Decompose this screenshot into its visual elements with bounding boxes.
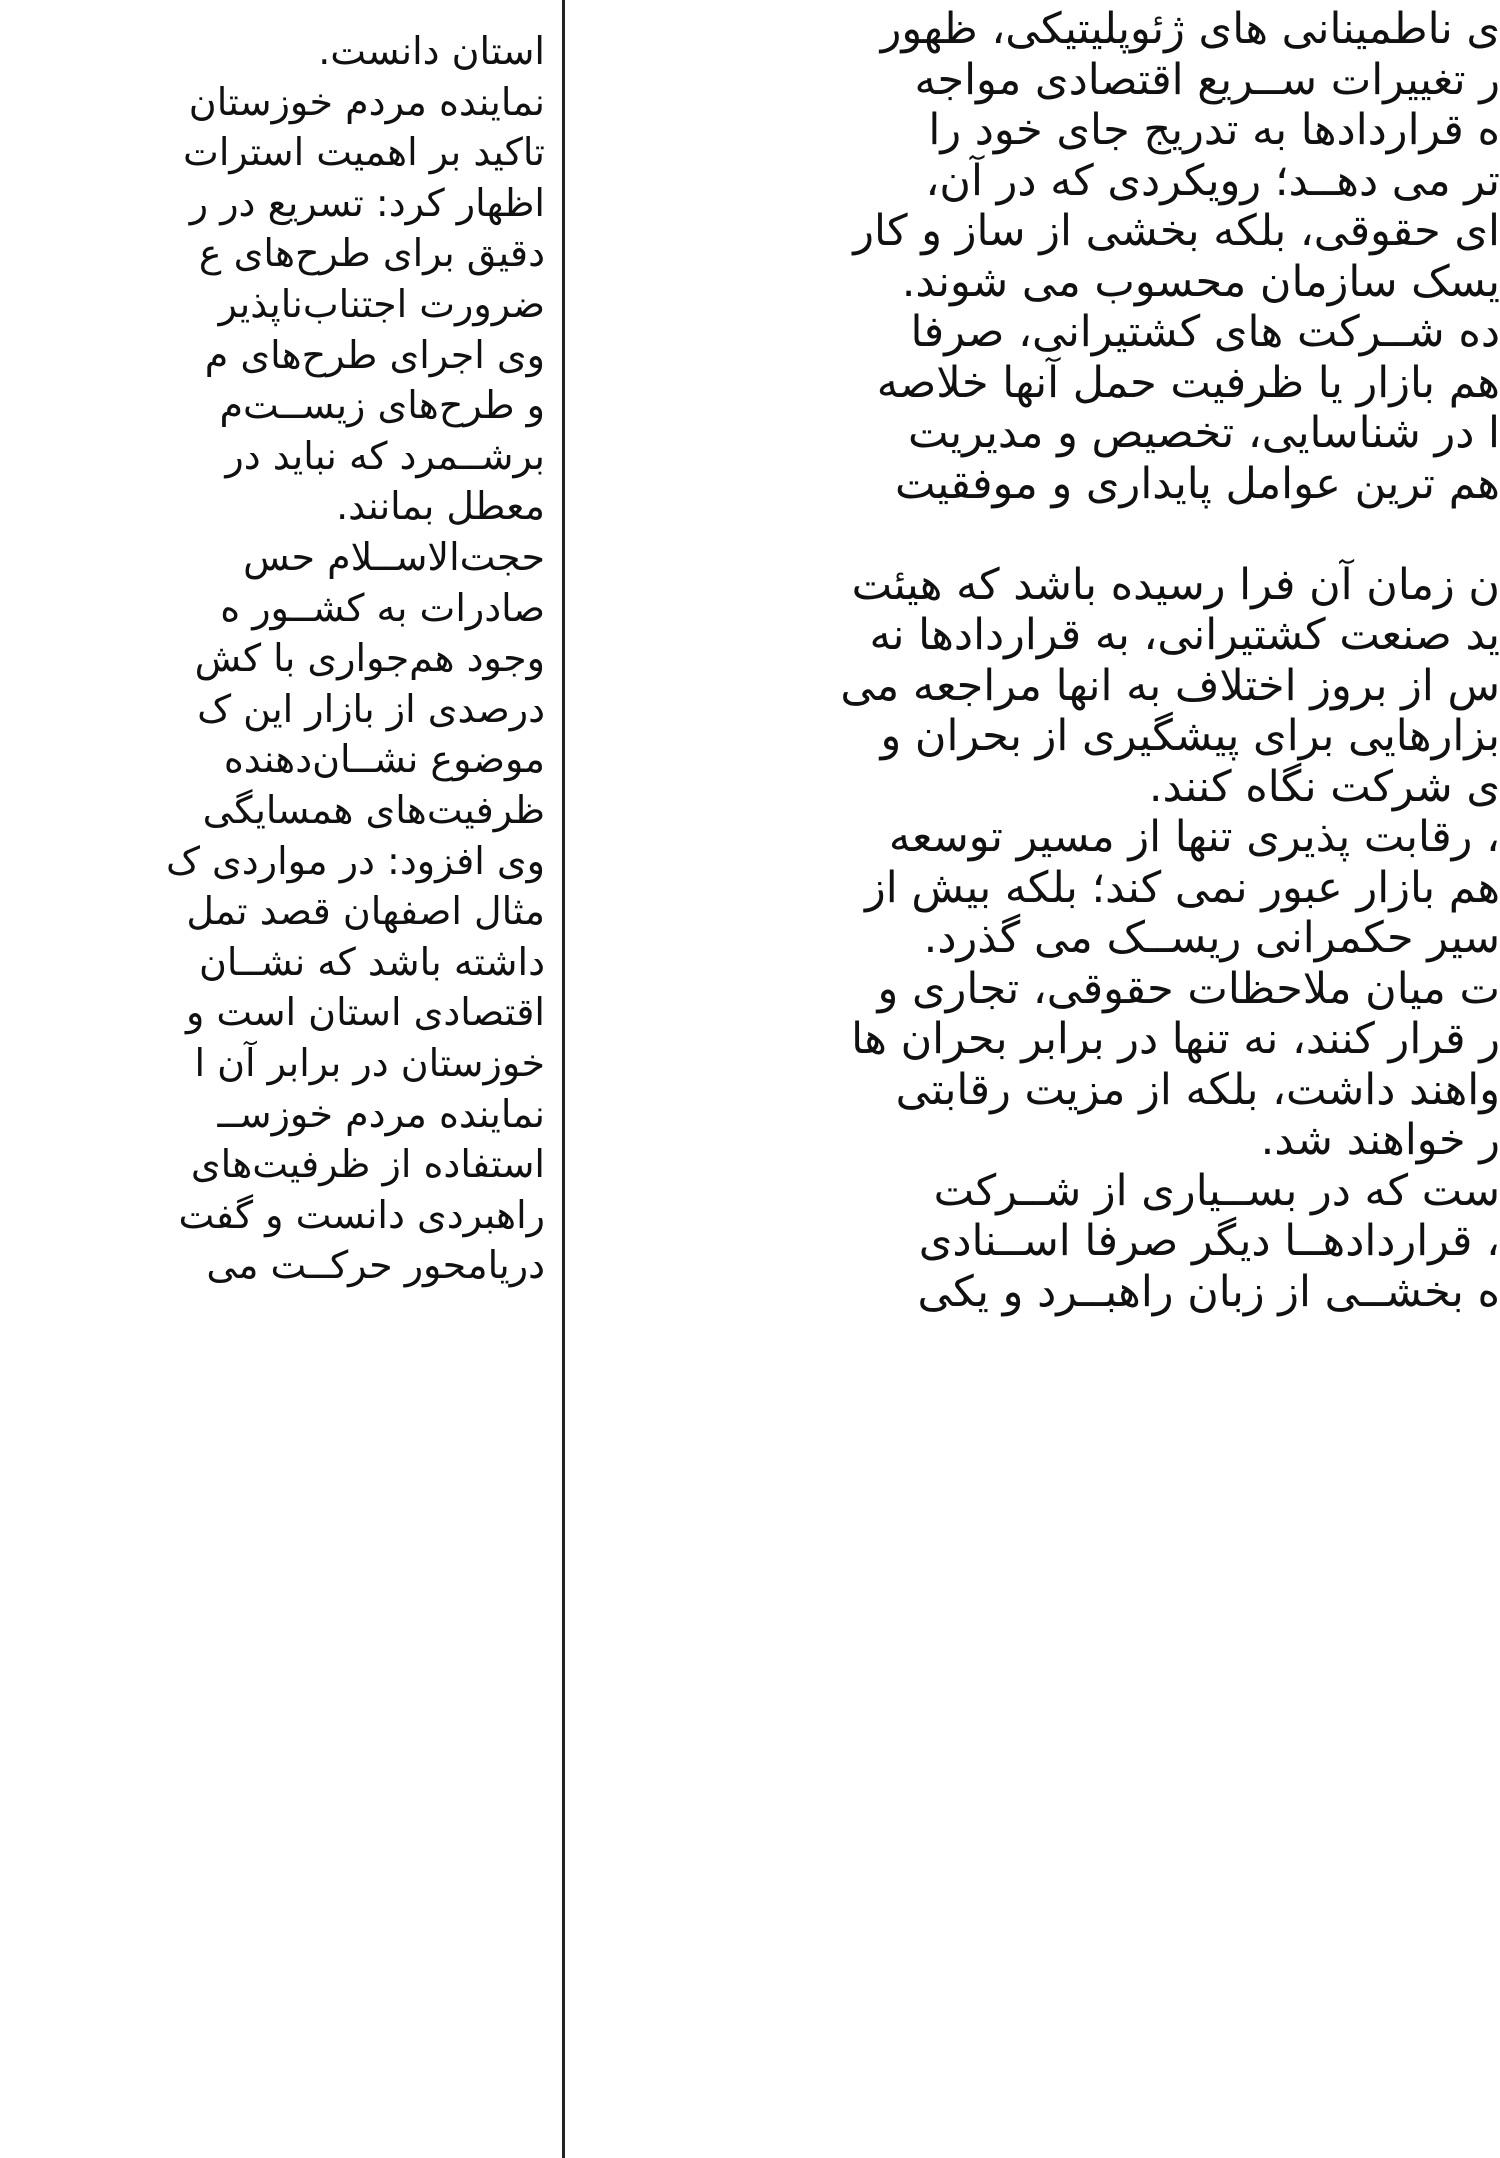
text-line: مثال اصفهان قصد تمل: [186, 889, 545, 934]
text-line: راهبردی دانست و گفت: [178, 1192, 545, 1237]
text-line: سیر حکمرانی ریســک می گذرد.: [923, 913, 1500, 963]
text-line: یسک سازمان محسوب می شوند.: [901, 256, 1500, 307]
text-line: داشته باشد که نشــان: [198, 939, 545, 984]
text-line: ن زمان آن فرا رسیده باشد که هیئت: [851, 559, 1500, 610]
text-line: ید صنعت کشتیرانی، به قراردادها نه: [869, 610, 1500, 660]
text-line: حجت‌الاســلام حس: [243, 535, 545, 579]
text-line: واهند داشت، بلکه از مزیت رقابتی: [895, 1064, 1500, 1115]
column-divider: [562, 0, 565, 2158]
text-line: وی اجرای طرح‌های م: [204, 332, 545, 377]
text-line: اظهار کرد: تسریع در ر: [189, 180, 545, 225]
text-line: ت میان ملاحظات حقوقی، تجاری و: [877, 963, 1500, 1014]
text-line: ظرفیت‌های همسایگی: [202, 788, 545, 832]
text-line: دقیق برای طرح‌های ع: [198, 231, 545, 276]
text-line: برشــمرد که نباید در: [225, 433, 545, 478]
text-line: تر می دهــد؛ رویکردی که در آن،: [925, 155, 1500, 206]
text-line: تاکید بر اهمیت استرات: [183, 130, 545, 175]
text-line: ا در شناسایی، تخصیص و مدیریت: [907, 408, 1500, 458]
text-line: خوزستان در برابر آن ا: [194, 1041, 545, 1085]
text-line: ی ناطمینانی های ژئوپلیتیکی، ظهور: [880, 4, 1500, 54]
text-line: نماینده مردم خوزســ: [217, 1091, 545, 1136]
text-line: س از بروز اختلاف به انها مراجعه می: [840, 660, 1500, 711]
text-line: هم بازار عبور نمی کند؛ بلکه بیش از: [865, 862, 1500, 913]
text-line: ، قراردادهــا دیگر صرفا اســنادی: [918, 1216, 1500, 1266]
text-line: وی افزود: در مواردی ک: [165, 838, 545, 883]
text-line: ر تغییرات ســریع اقتصادی مواجه: [914, 54, 1500, 105]
text-line: هم بازار یا ظرفیت حمل آنها خلاصه: [876, 357, 1500, 408]
text-line: ی شرکت نگاه کنند.: [1148, 761, 1500, 812]
text-line: بزارهایی برای پیشگیری از بحران و: [880, 711, 1500, 761]
text-line: صادرات به کشــور ه: [220, 585, 545, 630]
text-line: وجود هم‌جواری با کش: [194, 636, 545, 681]
text-line: ضرورت اجتناب‌ناپذیر: [218, 282, 545, 326]
text-line: ده شــرکت های کشتیرانی، صرفا: [910, 307, 1500, 357]
text-line: موضوع نشــان‌دهنده: [223, 737, 545, 782]
text-line: دریامحور حرکــت می: [206, 1243, 545, 1288]
text-line: ر قرار کنند، نه تنها در برابر بحران ها: [851, 1014, 1500, 1064]
text-line: ای حقوقی، بلکه بخشی از ساز و کار: [853, 206, 1500, 256]
text-line: استان دانست.: [318, 29, 545, 73]
text-line: هم ترین عوامل پایداری و موفقیت: [895, 458, 1500, 509]
text-line: استفاده از ظرفیت‌های: [190, 1142, 545, 1187]
text-line: ، رقابت پذیری تنها از مسیر توسعه: [888, 812, 1500, 862]
text-line: ست که در بســیاری از شــرکت: [933, 1165, 1500, 1216]
text-line: درصدی از بازار این ک: [197, 686, 545, 731]
text-line: ه قراردادها به تدریج جای خود را: [928, 105, 1500, 155]
text-line: نماینده مردم خوزستان: [188, 79, 545, 124]
text-line: معطل بمانند.: [336, 484, 545, 529]
text-line: و طرح‌های زیســت‌م: [219, 383, 545, 428]
text-line: اقتصادی استان است و: [185, 990, 545, 1035]
text-line: ر خواهند شد.: [1260, 1115, 1500, 1165]
text-line: ه بخشــی از زبان راهبــرد و یکی: [917, 1266, 1500, 1317]
article-column-right: [790, 0, 1500, 2158]
article-column-left: [0, 0, 545, 2158]
